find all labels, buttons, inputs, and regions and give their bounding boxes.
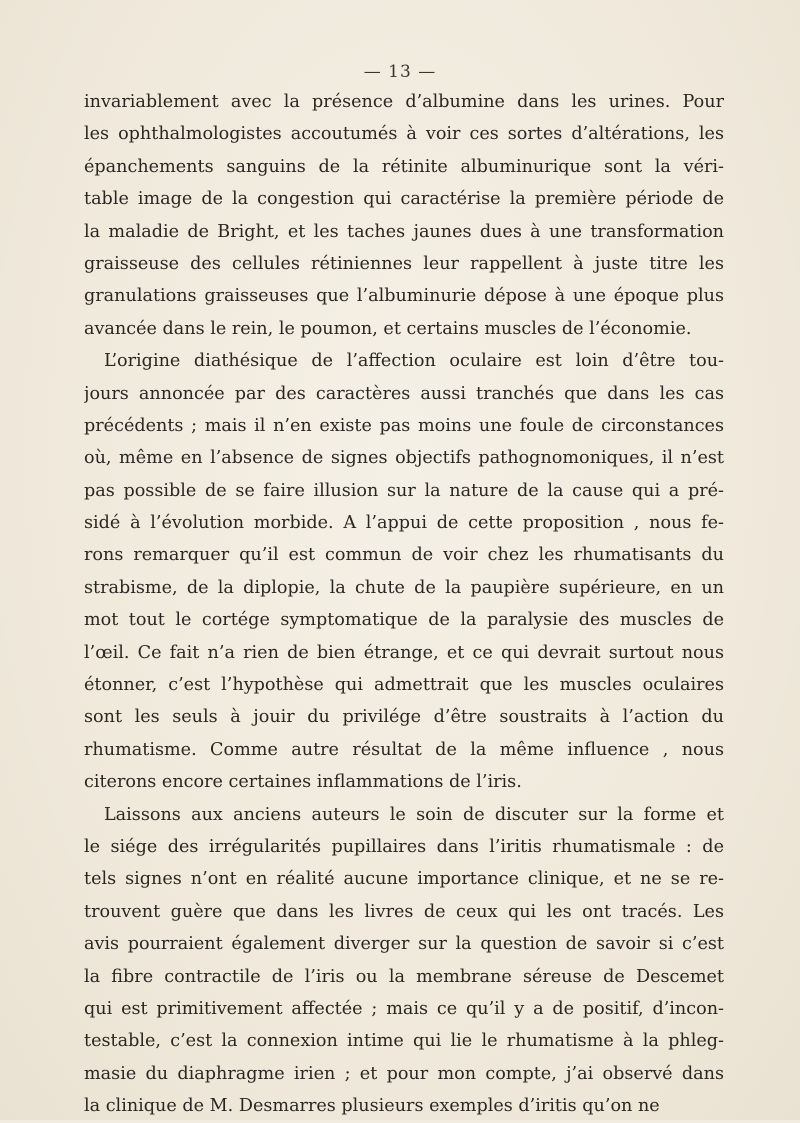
text-line: qui est primitivement affectée ; mais ce qu’il y a de positif, d’incon- xyxy=(84,998,724,1019)
text-line: invariablement avec la présence d’albumine dans les urines. Pour xyxy=(84,92,724,112)
text-line: jours annoncée par des caractères aussi tranchés que dans les cas xyxy=(84,383,724,404)
text-line: table image de la congestion qui caractérise la première période de xyxy=(84,189,724,210)
text-line: sidé à l’évolution morbide. A l’appui de cette proposition , nous fe- xyxy=(84,513,724,534)
text-line: pas possible de se faire illusion sur la nature de la cause qui a pré- xyxy=(84,480,724,501)
text-line: étonner, c’est l’hypothèse qui admettrait que les muscles oculaires xyxy=(84,675,724,696)
text-line: l’œil. Ce fait n’a rien de bien étrange, et ce qui devrait surtout nous xyxy=(84,642,724,663)
text-line: mot tout le cortége symptomatique de la paralysie des muscles de xyxy=(84,610,724,631)
page-number: — 13 — xyxy=(363,62,437,82)
text-line: la fibre contractile de l’iris ou la membrane séreuse de Descemet xyxy=(84,966,724,987)
text-line: précédents ; mais il n’en existe pas moins une foule de circonstances xyxy=(84,415,724,436)
text-line: rons remarquer qu’il est commun de voir chez les rhumatisants du xyxy=(84,545,724,566)
text-line: testable, c’est la connexion intime qui lie le rhumatisme à la phleg- xyxy=(84,1031,724,1052)
text-line: granulations graisseuses que l’albuminurie dépose à une époque plus xyxy=(84,286,724,307)
text-line: le siége des irrégularités pupillaires dans l’iritis rhumatismale : de xyxy=(84,836,724,857)
text-line: citerons encore certaines inflammations de l’iris. xyxy=(84,772,522,793)
text-line: avancée dans le rein, le poumon, et certains muscles de l’économie. xyxy=(84,318,692,339)
text-line: trouvent guère que dans les livres de ceux qui les ont tracés. Les xyxy=(84,901,724,922)
body-text xyxy=(84,86,724,1123)
text-line: tels signes n’ont en réalité aucune importance clinique, et ne se re- xyxy=(84,869,724,890)
text-line: où, même en l’absence de signes objectifs pathognomoniques, il n’est xyxy=(84,448,724,469)
text-line: les ophthalmologistes accoutumés à voir ces sortes d’altérations, les xyxy=(84,124,724,145)
text-line: strabisme, de la diplopie, la chute de la paupière supérieure, en un xyxy=(84,577,724,598)
text-line: la maladie de Bright, et les taches jaunes dues à une transformation xyxy=(84,221,724,242)
text-line: sont les seuls à jouir du privilége d’être soustraits à l’action du xyxy=(84,707,724,728)
text-line: rhumatisme. Comme autre résultat de la même influence , nous xyxy=(84,739,724,760)
text-line: masie du diaphragme irien ; et pour mon compte, j’ai observé dans xyxy=(84,1063,724,1084)
text-line: la clinique de M. Desmarres plusieurs exemples d’iritis qu’on ne xyxy=(84,1096,660,1117)
text-line: avis pourraient également diverger sur la question de savoir si c’est xyxy=(84,934,724,955)
text-line: graisseuse des cellules rétiniennes leur rappellent à juste titre les xyxy=(84,253,724,274)
paragraph-start-line: Laissons aux anciens auteurs le soin de discuter sur la forme et xyxy=(104,804,724,825)
paragraph-start-line: L’origine diathésique de l’affection oculaire est loin d’être tou- xyxy=(104,351,724,372)
text-line: épanchements sanguins de la rétinite albuminurique sont la véri- xyxy=(84,156,724,177)
